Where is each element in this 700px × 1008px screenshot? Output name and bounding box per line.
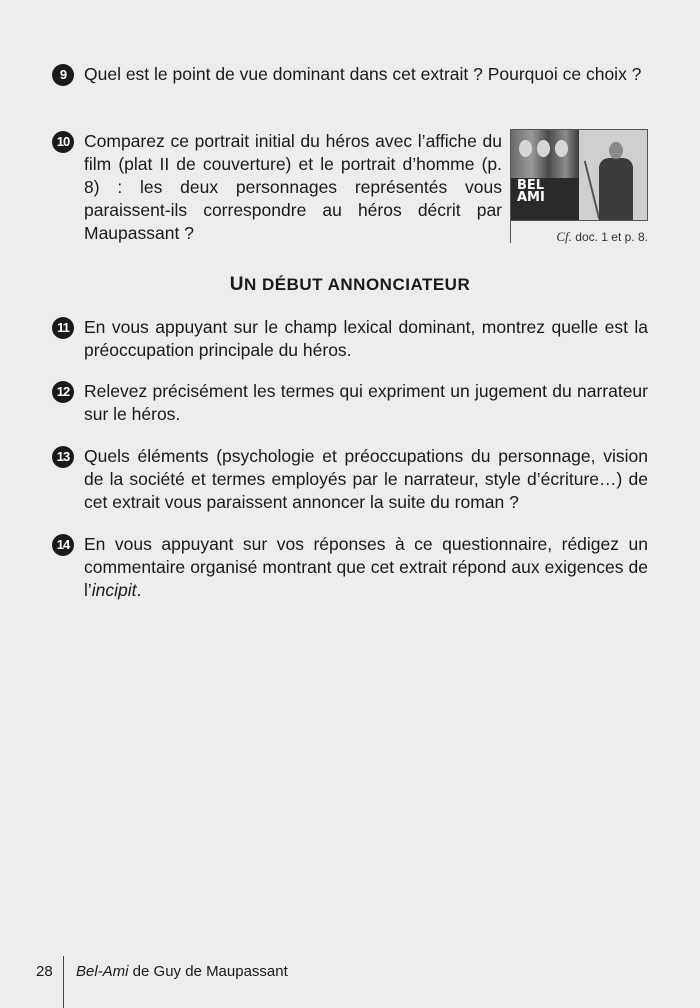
question-text: Quels éléments (psychologie et préoccupations du personnage, vision de la société et termes employés par le narrateur, style d’écriture…) de cet extrait vous paraissent annoncer la suite du roman ? (84, 446, 648, 512)
figure-caption: Cf. doc. 1 et p. 8. (556, 229, 648, 244)
page-number: 28 (36, 963, 53, 980)
question-11 (52, 316, 648, 362)
question-9 (52, 63, 648, 86)
question-number-badge: 11 (52, 317, 74, 339)
portrait-painting-image (579, 130, 647, 220)
running-title: Bel-Ami de Guy de Maupassant (76, 963, 288, 980)
question-number-badge: 9 (52, 64, 74, 86)
footer-divider (63, 956, 64, 1008)
question-12 (52, 380, 648, 426)
section-title: UN DÉBUT ANNONCIATEUR (229, 274, 471, 295)
question-text: En vous appuyant sur le champ lexical dominant, montrez quelle est la préoccupation principale du héros. (84, 317, 648, 360)
question-13 (52, 445, 648, 514)
question-number-badge: 12 (52, 381, 74, 403)
question-text: En vous appuyant sur vos réponses à ce questionnaire, rédigez un commentaire organisé montrant que cet extrait répond aux exigences de l’incipit. (84, 534, 648, 600)
question-text: Quel est le point de vue dominant dans cet extrait ? Pourquoi ce choix ? (84, 64, 642, 84)
question-number-badge: 10 (52, 131, 74, 153)
figure-image (510, 129, 648, 221)
question-14 (52, 533, 648, 602)
film-poster-image (511, 130, 579, 220)
question-number-badge: 13 (52, 446, 74, 468)
film-poster-figure (510, 129, 648, 243)
question-text: Comparez ce portrait initial du héros avec l’affiche du film (plat II de couverture) et le portrait d’homme (p. 8) : les deux personnages représentés vous paraissent-ils correspondre au héros décrit par Maupassant ? (84, 131, 502, 243)
poster-title: BEL AMI (517, 178, 545, 205)
question-text: Relevez précisément les termes qui expriment un jugement du narrateur sur le héros. (84, 381, 648, 424)
question-number-badge: 14 (52, 534, 74, 556)
